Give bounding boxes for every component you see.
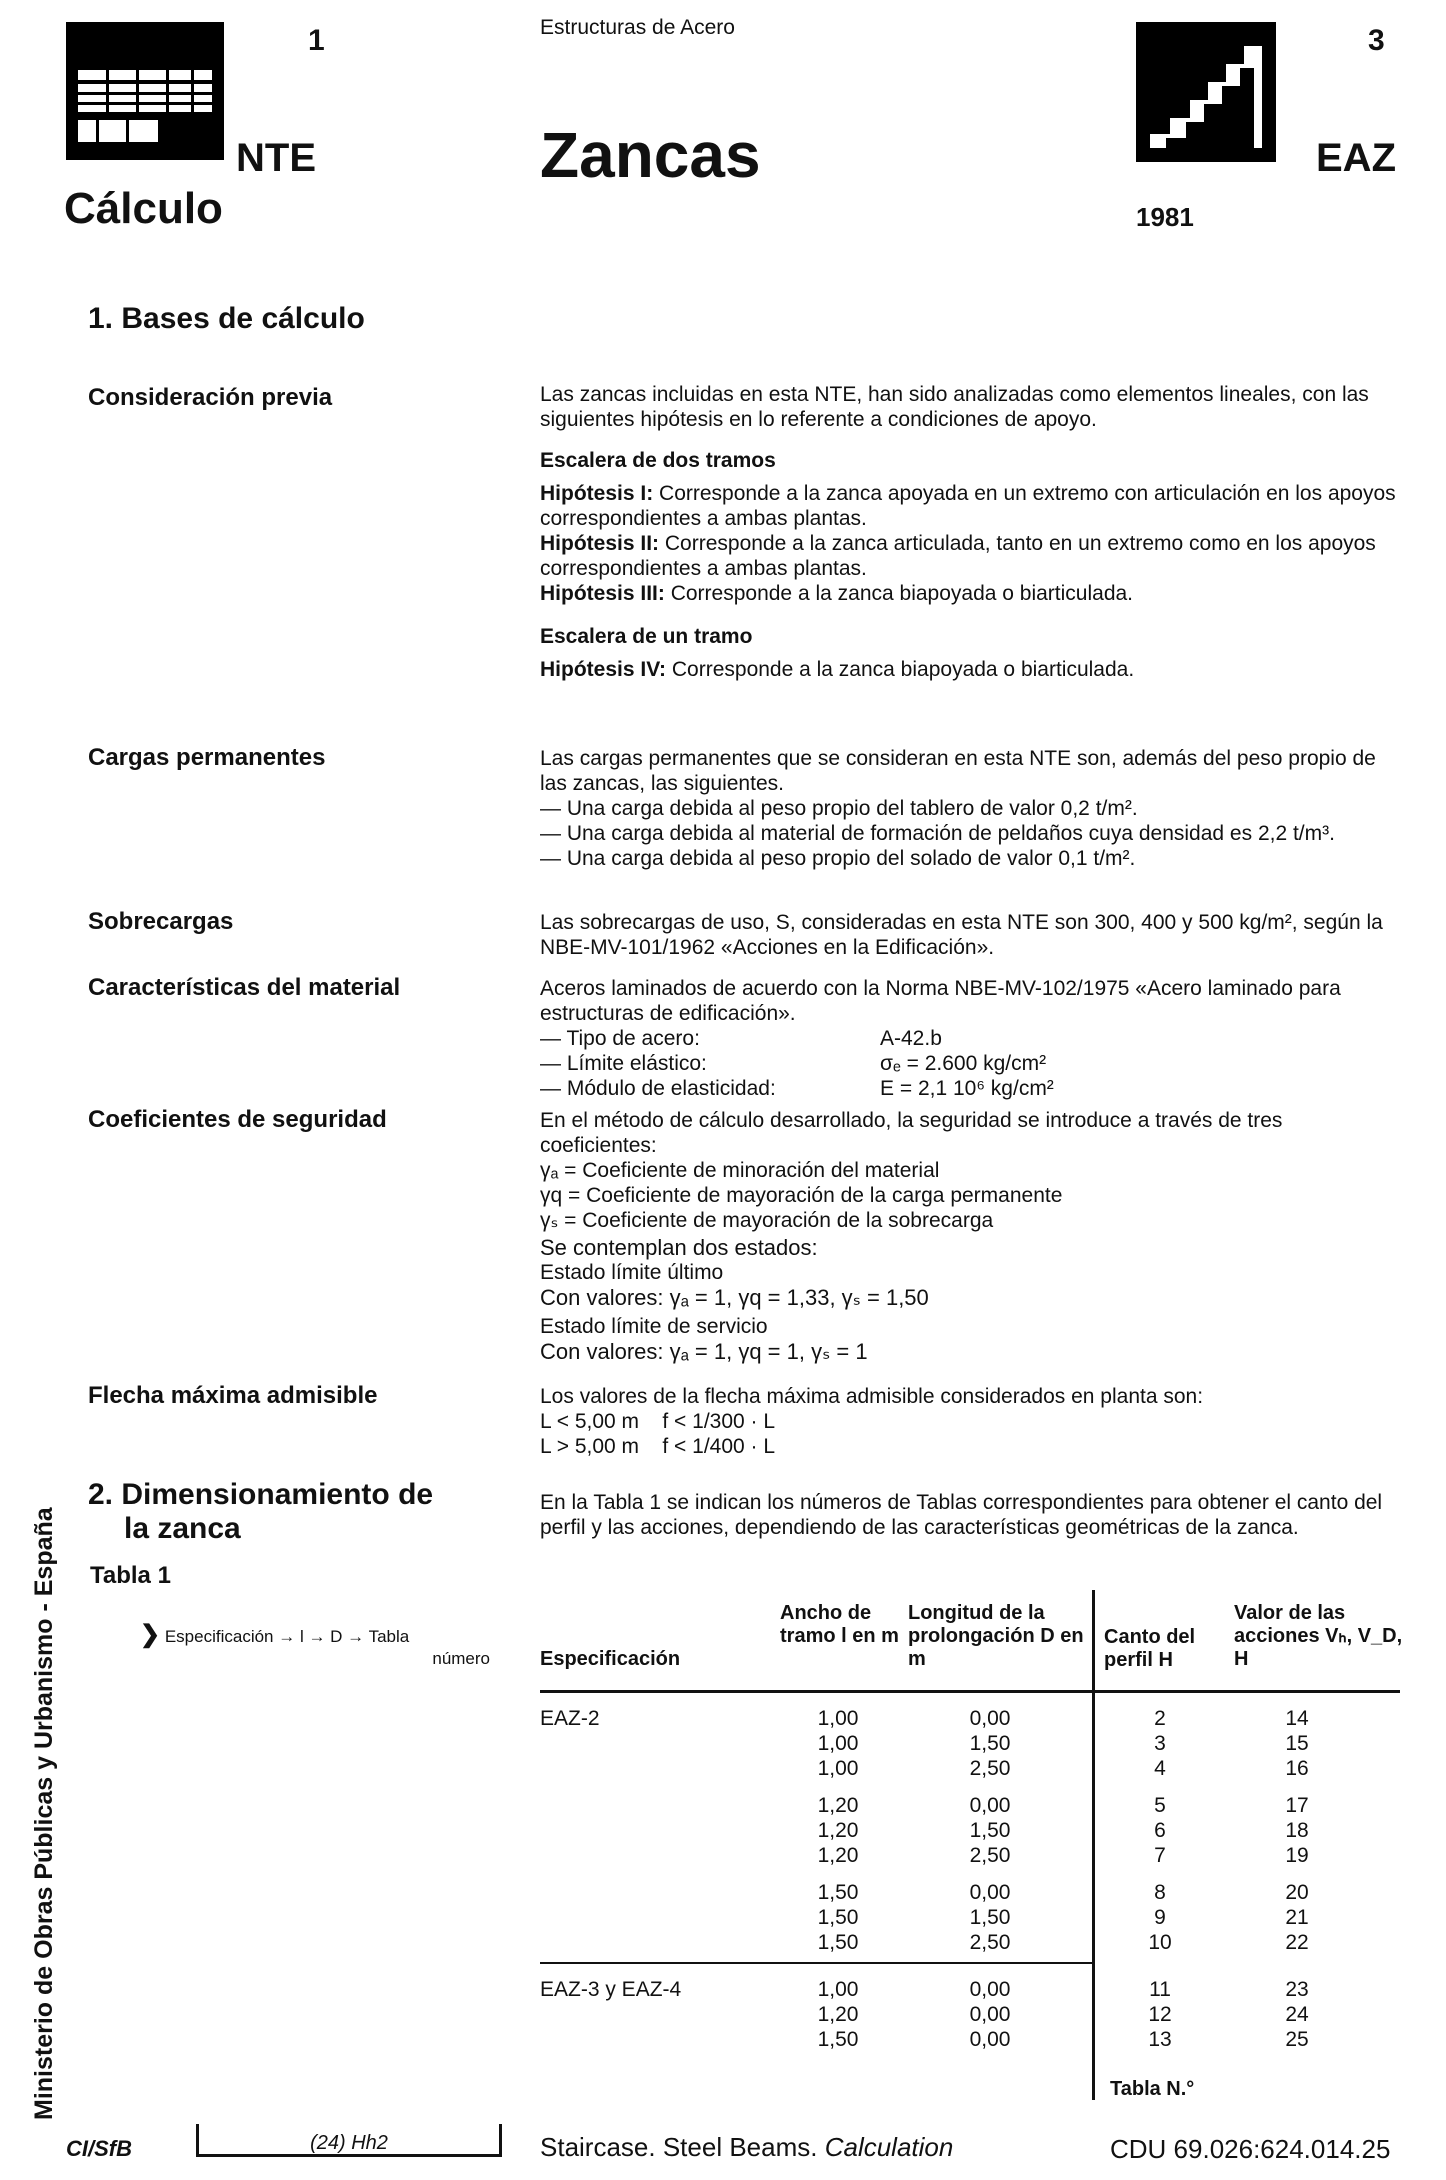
- table-cell: 1,20: [817, 1819, 859, 1842]
- cargas-block: [540, 746, 1400, 871]
- code-label: EAZ: [1316, 136, 1396, 180]
- table-cell: 1,50: [817, 1881, 859, 1904]
- arrow-icon: ❯: [140, 1621, 161, 1648]
- table-cell: 1,00: [817, 1757, 859, 1780]
- table-cell: 25: [1285, 2028, 1309, 2051]
- material-intro: Aceros laminados de acuerdo con la Norma NBE-MV-102/1975 «Acero laminado para estructuras de edificación».: [540, 977, 1341, 1025]
- label-consideracion: Consideración previa: [88, 384, 333, 411]
- flecha-1: L < 5,00 m f < 1/300 · L: [540, 1410, 776, 1433]
- flecha-block: [540, 1384, 1400, 1459]
- table-footer: Tabla N.°: [1110, 2078, 1195, 2100]
- table-cell: 7: [1154, 1844, 1166, 1867]
- table-cell: 2,50: [969, 1844, 1011, 1867]
- table-cell: 24: [1285, 2003, 1309, 2026]
- table-cell: 13: [1148, 2028, 1172, 2051]
- table-spec: EAZ-3 y EAZ-4: [540, 1978, 682, 2001]
- table-cell: 1,50: [817, 2028, 859, 2051]
- table-cell: 19: [1285, 1844, 1309, 1867]
- un-tramo-heading: Escalera de un tramo: [540, 625, 753, 648]
- th-ancho: Ancho de tramo l en m: [780, 1602, 899, 1647]
- label-sobrecargas: Sobrecargas: [88, 908, 234, 935]
- table-cell: 6: [1154, 1819, 1166, 1842]
- tabla-1-label: Tabla 1: [90, 1562, 171, 1589]
- table-cell: 2,50: [969, 1757, 1011, 1780]
- estados: Se contemplan dos estados:: [540, 1235, 818, 1260]
- table-cell: 1,50: [817, 1931, 859, 1954]
- consideracion-intro: Las zancas incluidas en esta NTE, han sido analizadas como elementos lineales, con las siguientes hipótesis en lo referente a condiciones de apoyo.: [540, 383, 1369, 431]
- table-cell: 14: [1285, 1707, 1309, 1730]
- table-cell: 12: [1148, 2003, 1172, 2026]
- table-cell: 1,50: [817, 1906, 859, 1929]
- table-cell: 1,50: [969, 1732, 1011, 1755]
- hipotesis-3: Hipótesis III: Corresponde a la zanca biapoyada o biarticulada.: [540, 582, 1134, 605]
- section-1-heading: 1. Bases de cálculo: [88, 302, 365, 335]
- table-cell: 4: [1154, 1757, 1166, 1780]
- footer-cdu: CDU 69.026:624.014.25: [1110, 2134, 1391, 2164]
- section-title: Cálculo: [64, 184, 223, 233]
- table-cell: 3: [1154, 1732, 1166, 1755]
- estado-ultimo-valores: Con valores: γₐ = 1, γq = 1,33, γₛ = 1,50: [540, 1285, 929, 1310]
- flecha-2: L > 5,00 m f < 1/400 · L: [540, 1435, 776, 1458]
- cargas-item-2: — Una carga debida al material de formación de peldaños cuya densidad es 2,2 t/m³.: [540, 822, 1335, 845]
- table-cell: 2: [1154, 1707, 1166, 1730]
- estado-ultimo: Estado límite último: [540, 1261, 724, 1284]
- material-row-3: — Módulo de elasticidad: E = 2,1 10⁶ kg/cm²: [540, 1077, 1054, 1100]
- gamma-a: γₐ = Coeficiente de minoración del material: [540, 1159, 940, 1182]
- sobrecargas-text: Las sobrecargas de uso, S, consideradas en esta NTE son 300, 400 y 500 kg/m², según la NBE-MV-101/1962 «Acciones en la Edificación».: [540, 911, 1383, 959]
- table-body: [540, 1693, 1400, 2065]
- table-spec: EAZ-2: [540, 1707, 600, 1730]
- table-cell: 9: [1154, 1906, 1166, 1929]
- table-cell: 18: [1285, 1819, 1309, 1842]
- estado-servicio: Estado límite de servicio: [540, 1315, 768, 1338]
- cargas-item-3: — Una carga debida al peso propio del solado de valor 0,1 t/m².: [540, 847, 1136, 870]
- stairs-logo: [1136, 22, 1276, 162]
- th-longitud: Longitud de la prolongación D en m: [908, 1602, 1084, 1670]
- table-cell: 0,00: [969, 2003, 1011, 2026]
- table-cell: 2,50: [969, 1931, 1011, 1954]
- table-cell: 1,50: [969, 1819, 1011, 1842]
- table-cell: 1,50: [969, 1906, 1011, 1929]
- table-cell: 1,00: [817, 1707, 859, 1730]
- table-cell: 8: [1154, 1881, 1166, 1904]
- table-cell: 0,00: [969, 1881, 1011, 1904]
- th-especificacion: Especificación: [540, 1648, 681, 1670]
- seguridad-block: [540, 1108, 1400, 1364]
- cargas-intro: Las cargas permanentes que se consideran en esta NTE son, además del peso propio de las zancas, las siguientes.: [540, 747, 1376, 795]
- dos-tramos-heading: Escalera de dos tramos: [540, 449, 776, 472]
- side-ministry: Ministerio de Obras Públicas y Urbanismo - España: [30, 1507, 58, 2120]
- table-cell: 1,20: [817, 1844, 859, 1867]
- nte-label: NTE: [236, 136, 316, 180]
- gamma-s: γₛ = Coeficiente de mayoración de la sobrecarga: [540, 1209, 994, 1232]
- label-cargas: Cargas permanentes: [88, 744, 326, 771]
- table-cell: 1,20: [817, 2003, 859, 2026]
- nte-logo: [66, 22, 224, 160]
- tabla-1: [540, 1590, 1403, 2100]
- series-title: Estructuras de Acero: [540, 16, 735, 39]
- hipotesis-2: Hipótesis II: Corresponde a la zanca articulada, tanto en un extremo como en los apoyos correspondientes a ambas plantas.: [540, 532, 1376, 580]
- th-canto: Canto del perfil H: [1104, 1626, 1196, 1671]
- table-cell: 0,00: [969, 2028, 1011, 2051]
- table-cell: 1,20: [817, 1794, 859, 1817]
- table-cell: 0,00: [969, 1707, 1011, 1730]
- hipotesis-4: Hipótesis IV: Corresponde a la zanca biapoyada o biarticulada.: [540, 658, 1135, 681]
- table-cell: 0,00: [969, 1978, 1011, 2001]
- seguridad-intro: En el método de cálculo desarrollado, la seguridad se introduce a través de tres coeficientes:: [540, 1109, 1283, 1157]
- table-cell: 23: [1285, 1978, 1309, 2001]
- table-cell: 1,00: [817, 1978, 859, 2001]
- table-cell: 21: [1285, 1906, 1309, 1929]
- flow-note: ❯ Especificación → l → D → Tabla número: [140, 1621, 490, 1668]
- flecha-intro: Los valores de la flecha máxima admisible considerados en planta son:: [540, 1385, 1204, 1408]
- table-cell: 5: [1154, 1794, 1166, 1817]
- label-material: Características del material: [88, 974, 401, 1001]
- table-cell: 10: [1148, 1931, 1172, 1954]
- material-row-1: — Tipo de acero: A-42.b: [540, 1027, 942, 1050]
- year: 1981: [1136, 202, 1194, 232]
- table-cell: 17: [1285, 1794, 1309, 1817]
- page-number-left: 1: [308, 24, 325, 57]
- table-cell: 16: [1285, 1757, 1309, 1780]
- table-group-rule: [540, 1962, 1095, 1964]
- consideracion-block: [540, 382, 1400, 682]
- section-2-heading: 2. Dimensionamiento de la zanca: [88, 1478, 434, 1545]
- page-title: Zancas: [540, 119, 761, 191]
- cisfb-label: CI/SfB: [66, 2136, 132, 2161]
- cargas-item-1: — Una carga debida al peso propio del tablero de valor 0,2 t/m².: [540, 797, 1138, 820]
- hipotesis-1: Hipótesis I: Corresponde a la zanca apoyada en un extremo con articulación en los apoyos correspondientes a ambas plantas.: [540, 482, 1396, 530]
- material-block: [540, 976, 1400, 1101]
- table-cell: 11: [1149, 1978, 1171, 2001]
- material-row-2: — Límite elástico: σₑ = 2.600 kg/cm²: [540, 1052, 1047, 1075]
- page-number-right: 3: [1368, 24, 1385, 57]
- table-cell: 1,00: [817, 1732, 859, 1755]
- label-seguridad: Coeficientes de seguridad: [88, 1106, 387, 1133]
- table-cell: 22: [1285, 1931, 1309, 1954]
- cisfb-code: (24) Hh2: [196, 2124, 502, 2157]
- footer-english: Staircase. Steel Beams. Calculation: [540, 2132, 954, 2162]
- th-valor: Valor de las acciones Vₕ, V_D, H: [1234, 1602, 1403, 1670]
- section-2-intro: En la Tabla 1 se indican los números de Tablas correspondientes para obtener el canto del perfil y las acciones, dependiendo de las características geométricas de la zanca.: [540, 1491, 1383, 1539]
- table-cell: 15: [1285, 1732, 1309, 1755]
- table-cell: 20: [1285, 1881, 1309, 1904]
- estado-servicio-valores: Con valores: γₐ = 1, γq = 1, γₛ = 1: [540, 1339, 868, 1364]
- gamma-q: γq = Coeficiente de mayoración de la carga permanente: [540, 1184, 1063, 1207]
- label-flecha: Flecha máxima admisible: [88, 1382, 378, 1409]
- table-cell: 0,00: [969, 1794, 1011, 1817]
